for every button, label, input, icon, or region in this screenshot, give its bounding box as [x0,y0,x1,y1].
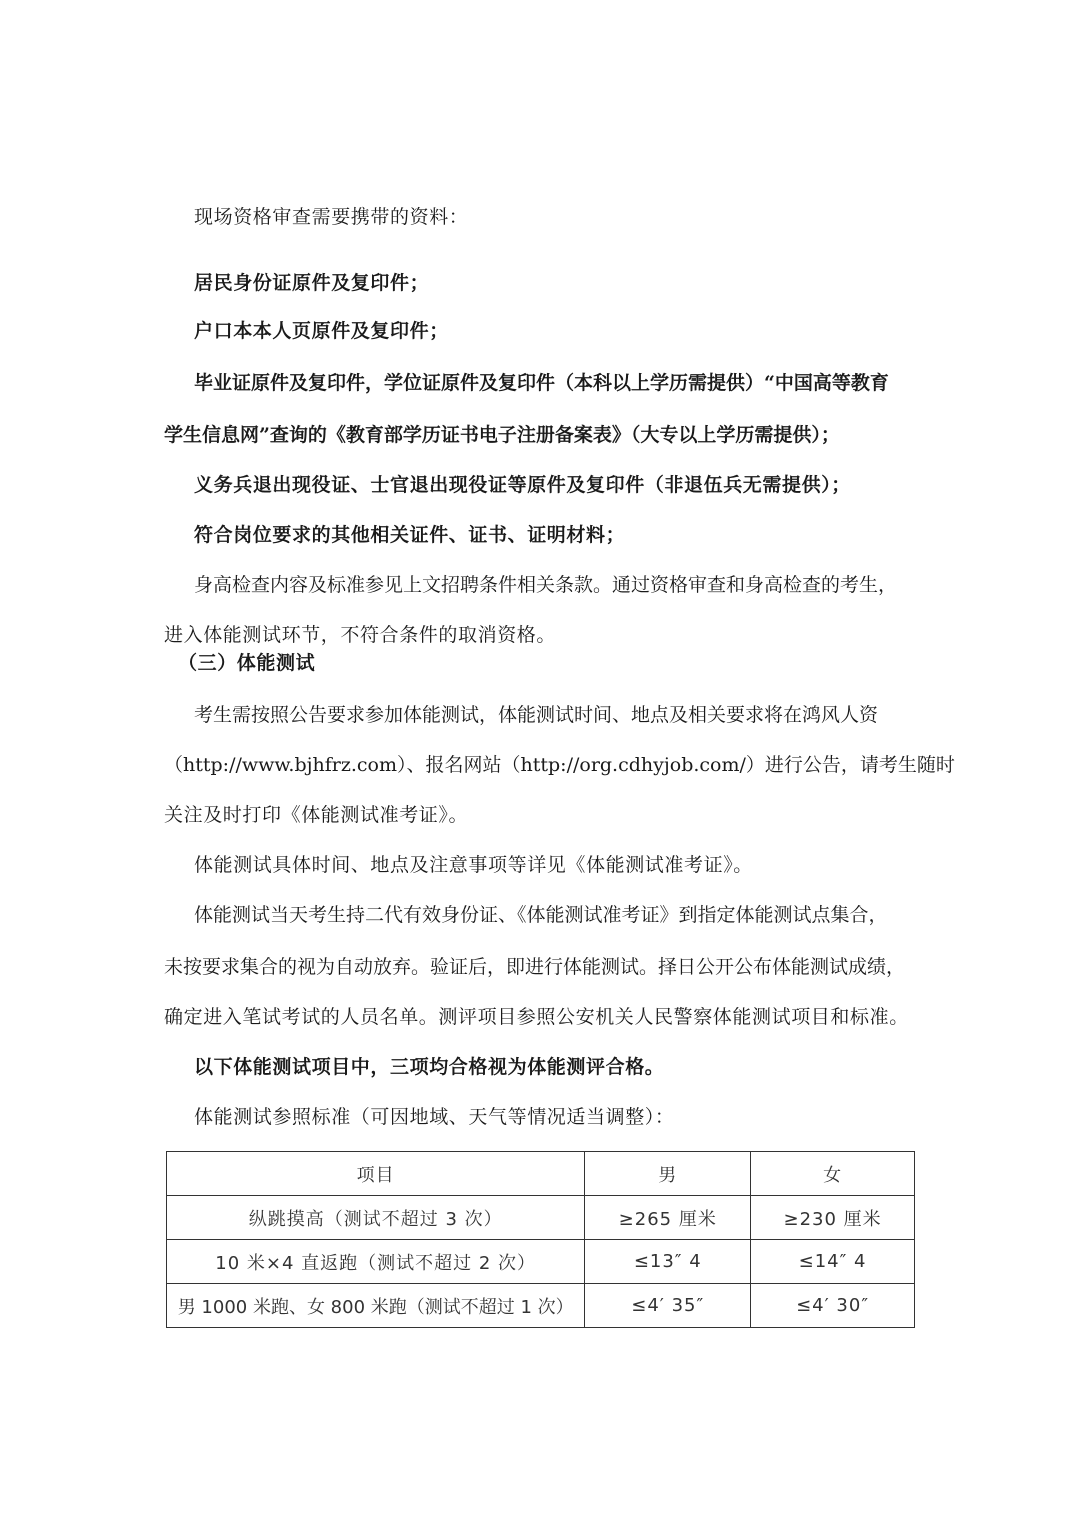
row-item: 纵跳摸高（测试不超过 3 次） [167,1196,585,1240]
test-day-line1: 体能测试当天考生持二代有效身份证、《体能测试准考证》到指定体能测试点集合， [194,904,888,926]
announce-line2: （http://www.bjhfrz.com）、报名网站（http://org.cdhyjob.com/）进行公告，请考生随时 [164,754,955,776]
row-male-standard: ≥265 厘米 [585,1196,751,1240]
section-title: （三）体能测试 [178,652,316,674]
row-item: 10 米×4 直返跑（测试不超过 2 次） [167,1240,585,1284]
row-female-standard: ≤4′ 30″ [751,1284,915,1328]
standard-intro: 体能测试参照标准（可因地域、天气等情况适当调整）： [194,1106,675,1128]
material-item-diploma-line2: 学生信息网”查询的《教育部学历证书电子注册备案表》（大专以上学历需提供）； [164,424,840,446]
header-item: 项目 [167,1152,585,1196]
details-line: 体能测试具体时间、地点及注意事项等详见《体能测试准考证》。 [194,854,753,876]
height-check-line2: 进入体能测试环节，不符合条件的取消资格。 [164,624,557,646]
table-row [167,1240,915,1284]
table-row [167,1196,915,1240]
table-header-row [167,1152,915,1196]
test-day-line2: 未按要求集合的视为自动放弃。验证后，即进行体能测试。择日公开公布体能测试成绩， [164,956,906,978]
row-male-standard: ≤13″ 4 [585,1240,751,1284]
row-item: 男 1000 米跑、女 800 米跑（测试不超过 1 次） [167,1284,585,1328]
announce-line3: 关注及时打印《体能测试准考证》。 [164,804,469,826]
row-female-standard: ≤14″ 4 [751,1240,915,1284]
materials-intro: 现场资格审查需要携带的资料： [194,206,469,228]
table-row [167,1284,915,1328]
pass-rule: 以下体能测试项目中，三项均合格视为体能测评合格。 [194,1056,665,1078]
fitness-standard-table [166,1151,915,1328]
material-item-veteran-cert: 义务兵退出现役证、士官退出现役证等原件及复印件（非退伍兵无需提供）； [194,474,851,496]
header-male: 男 [585,1152,751,1196]
material-item-id-card: 居民身份证原件及复印件； [194,272,430,294]
height-check-line1: 身高检查内容及标准参见上文招聘条件相关条款。通过资格审查和身高检查的考生， [194,574,898,596]
test-day-line3: 确定进入笔试考试的人员名单。测评项目参照公安机关人民警察体能测试项目和标准。 [164,1006,909,1028]
row-female-standard: ≥230 厘米 [751,1196,915,1240]
header-female: 女 [751,1152,915,1196]
material-item-household-register: 户口本本人页原件及复印件； [194,320,449,342]
announce-line1: 考生需按照公告要求参加体能测试，体能测试时间、地点及相关要求将在鸿风人资 [194,704,879,726]
material-item-diploma-line1: 毕业证原件及复印件，学位证原件及复印件（本科以上学历需提供）“中国高等教育 [194,372,889,394]
material-item-other-certs: 符合岗位要求的其他相关证件、证书、证明材料； [194,524,626,546]
row-male-standard: ≤4′ 35″ [585,1284,751,1328]
